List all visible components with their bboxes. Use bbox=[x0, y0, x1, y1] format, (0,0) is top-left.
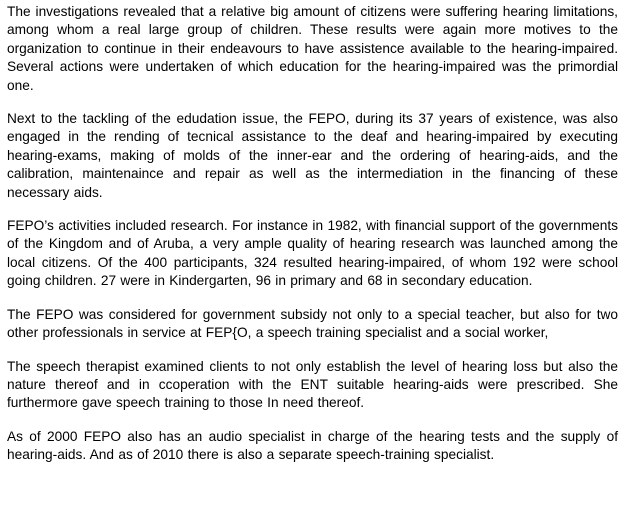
paragraph-government-subsidy: The FEPO was considered for government subsidy not only to a special teacher, but also for two other professionals in service at FEP{O, a speech training specialist and a social worker, bbox=[7, 306, 618, 341]
paragraph-investigations: The investigations revealed that a relative big amount of citizens were suffering hearing limitations, among whom a real large group of children. These results were again more motives to the organization to continue in their endeavours to have assistence available to the hearing-impaired. Several actions were undertaken of which education for the hearing-impaired was the primordial one. bbox=[7, 4, 618, 93]
paragraph-research-1982: FEPO’s activities included research. For instance in 1982, with financial support of the governments of the Kingdom and of Aruba, a very ample quality of hearing research was launched among the local citizens. Of the 400 participants, 324 resulted hearing-impaired, of whom 192 were school going children. 27 were in Kindergarten, 96 in primary and 68 in secondary education. bbox=[7, 218, 618, 289]
paragraph-speech-therapist: The speech therapist examined clients to not only establish the level of hearing loss but also the nature thereof and in ccoperation with the ENT suitable hearing-aids were prescribed. She furthermore gave speech training to those In need thereof. bbox=[7, 358, 618, 411]
paragraph-audio-specialist: As of 2000 FEPO also has an audio specialist in charge of the hearing tests and the supply of hearing-aids. And as of 2010 there is also a separate speech-training specialist. bbox=[7, 428, 618, 463]
paragraph-education-technical-assistance: Next to the tackling of the edudation issue, the FEPO, during its 37 years of existence, was also engaged in the rending of tecnical assistance to the deaf and hearing-impaired by executing hearing-exams, making of molds of the inner-ear and the ordering of hearing-aids, and the calibration, maintenaince and repair as well as the intermediation in the financing of these necessary aids. bbox=[7, 111, 618, 200]
